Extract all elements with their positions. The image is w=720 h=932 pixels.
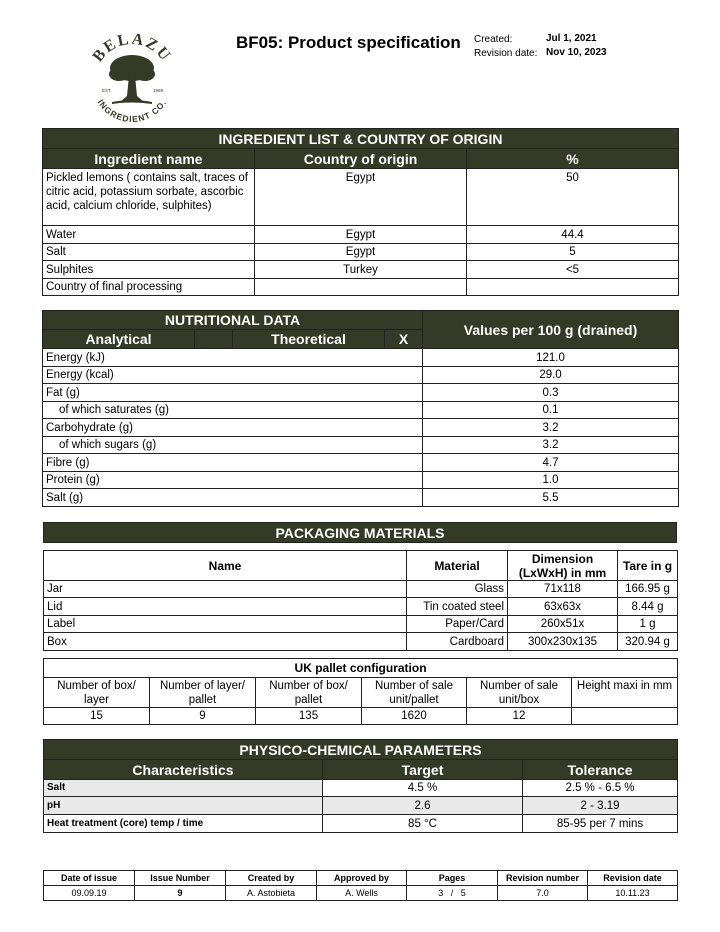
pallet-value: 15	[44, 708, 150, 725]
nutrient-value: 29.0	[423, 367, 679, 384]
physico-banner: PHYSICO-CHEMICAL PARAMETERS	[44, 740, 678, 760]
ingredient-country: Egypt	[255, 169, 467, 226]
nutrient-value: 4.7	[423, 454, 679, 472]
footer-header: Issue Number	[135, 871, 226, 886]
nutrient-label: Fibre (g)	[43, 454, 423, 472]
nutrient-label: Salt (g)	[43, 489, 423, 507]
analytical-header: Analytical	[43, 330, 195, 349]
packaging-material: Paper/Card	[407, 616, 508, 633]
created-label: Created:	[474, 34, 513, 45]
theoretical-header: Theoretical	[233, 330, 385, 349]
theoretical-checkbox: X	[385, 330, 423, 349]
characteristic-tolerance: 85-95 per 7 mins	[523, 815, 678, 833]
footer-value: 7.0	[498, 886, 588, 901]
pallet-value: 12	[467, 708, 572, 725]
ingredient-name: Country of final processing	[43, 279, 255, 296]
packaging-dimension: 71x118	[508, 581, 618, 598]
packaging-material-header: Material	[407, 551, 508, 581]
footer-header: Revision date	[588, 871, 678, 886]
characteristic-tolerance: 2.5 % - 6.5 %	[523, 780, 678, 797]
packaging-tare: 8.44 g	[618, 598, 678, 616]
nutrition-banner: NUTRITIONAL DATA	[43, 311, 423, 330]
nutrient-value: 0.3	[423, 384, 679, 402]
ingredient-name: Salt	[43, 244, 255, 261]
ingredient-country: Egypt	[255, 244, 467, 261]
nutrient-value: 3.2	[423, 419, 679, 437]
footer-header: Created by	[226, 871, 317, 886]
page-title: BF05: Product specification	[236, 33, 461, 52]
analytical-checkbox	[195, 330, 233, 349]
ingredient-country: Turkey	[255, 261, 467, 279]
nutrient-value: 3.2	[423, 437, 679, 454]
document-control-footer	[43, 870, 678, 901]
pallet-header: Number of box/ pallet	[256, 678, 362, 708]
characteristic-target: 4.5 %	[323, 780, 523, 797]
nutrition-table	[42, 310, 679, 507]
svg-text:BELAZU: BELAZU	[89, 30, 175, 66]
footer-value: A. Wells	[317, 886, 407, 901]
ingredient-percent: 5	[467, 244, 679, 261]
packaging-tare-header: Tare in g	[618, 551, 678, 581]
pallet-value: 135	[256, 708, 362, 725]
packaging-material: Cardboard	[407, 633, 508, 651]
tolerance-header: Tolerance	[523, 760, 678, 780]
packaging-table	[43, 550, 678, 651]
characteristic-target: 85 °C	[323, 815, 523, 833]
pallet-header: Number of sale unit/box	[467, 678, 572, 708]
packaging-dimension-header: Dimension (LxWxH) in mm	[508, 551, 618, 581]
created-value: Jul 1, 2021	[546, 33, 597, 44]
values-per-100g-header: Values per 100 g (drained)	[423, 311, 679, 349]
characteristic-name: pH	[44, 797, 323, 815]
packaging-banner: PACKAGING MATERIALS	[43, 522, 677, 543]
footer-value: A. Astobieta	[226, 886, 317, 901]
nutrient-value: 5.5	[423, 489, 679, 507]
footer-value: 09.09.19	[44, 886, 135, 901]
pallet-value: 9	[150, 708, 256, 725]
pallet-title: UK pallet configuration	[44, 659, 678, 678]
nutrient-label: Fat (g)	[43, 384, 423, 402]
country-header: Country of origin	[255, 149, 467, 169]
packaging-name: Box	[44, 633, 407, 651]
pallet-value: 1620	[362, 708, 467, 725]
pallet-header: Number of box/ layer	[44, 678, 150, 708]
revision-date-value: Nov 10, 2023	[546, 47, 607, 58]
nutrient-label: Carbohydrate (g)	[43, 419, 423, 437]
packaging-material: Tin coated steel	[407, 598, 508, 616]
company-logo	[82, 30, 182, 125]
nutrient-label: of which saturates (g)	[43, 402, 423, 419]
footer-header: Approved by	[317, 871, 407, 886]
pallet-header: Number of layer/ pallet	[150, 678, 256, 708]
characteristics-header: Characteristics	[44, 760, 323, 780]
nutrient-label: of which sugars (g)	[43, 437, 423, 454]
nutrient-label: Energy (kJ)	[43, 349, 423, 367]
ingredient-country: Egypt	[255, 226, 467, 244]
svg-text:EST.: EST.	[102, 88, 112, 93]
packaging-tare: 1 g	[618, 616, 678, 633]
ingredient-banner: INGREDIENT LIST & COUNTRY OF ORIGIN	[43, 129, 679, 149]
physico-chemical-table	[43, 739, 678, 833]
footer-value: 9	[135, 886, 226, 901]
characteristic-target: 2.6	[323, 797, 523, 815]
footer-header: Date of issue	[44, 871, 135, 886]
packaging-dimension: 300x230x135	[508, 633, 618, 651]
packaging-tare: 166.95 g	[618, 581, 678, 598]
ingredient-name: Pickled lemons ( contains salt, traces of citric acid, potassium sorbate, ascorbic acid, calcium chloride, sulphites)	[43, 169, 255, 226]
packaging-tare: 320.94 g	[618, 633, 678, 651]
packaging-name: Label	[44, 616, 407, 633]
packaging-name: Jar	[44, 581, 407, 598]
footer-header: Revision number	[498, 871, 588, 886]
ingredient-name-header: Ingredient name	[43, 149, 255, 169]
ingredient-percent: 50	[467, 169, 679, 226]
packaging-material: Glass	[407, 581, 508, 598]
ingredient-name: Sulphites	[43, 261, 255, 279]
percent-header: %	[467, 149, 679, 169]
characteristic-name: Salt	[44, 780, 323, 797]
characteristic-name: Heat treatment (core) temp / time	[44, 815, 323, 833]
ingredient-percent: <5	[467, 261, 679, 279]
ingredient-percent: 44.4	[467, 226, 679, 244]
packaging-name: Lid	[44, 598, 407, 616]
footer-value: 10.11.23	[588, 886, 678, 901]
nutrient-value: 1.0	[423, 472, 679, 489]
nutrient-value: 0.1	[423, 402, 679, 419]
svg-text:1989: 1989	[153, 88, 164, 93]
footer-header: Pages	[407, 871, 498, 886]
pallet-table	[43, 658, 678, 725]
packaging-dimension: 260x51x	[508, 616, 618, 633]
characteristic-tolerance: 2 - 3.19	[523, 797, 678, 815]
svg-text:INGREDIENT CO.: INGREDIENT CO.	[95, 97, 169, 125]
ingredient-country	[255, 279, 467, 296]
ingredient-percent	[467, 279, 679, 296]
pallet-header: Height maxi in mm	[572, 678, 678, 708]
pallet-value	[572, 708, 678, 725]
target-header: Target	[323, 760, 523, 780]
ingredient-table	[42, 128, 679, 296]
nutrient-value: 121.0	[423, 349, 679, 367]
packaging-name-header: Name	[44, 551, 407, 581]
revision-date-label: Revision date:	[474, 48, 538, 59]
nutrient-label: Energy (kcal)	[43, 367, 423, 384]
packaging-dimension: 63x63x	[508, 598, 618, 616]
pallet-header: Number of sale unit/pallet	[362, 678, 467, 708]
nutrient-label: Protein (g)	[43, 472, 423, 489]
footer-value: 3 / 5	[407, 886, 498, 901]
ingredient-name: Water	[43, 226, 255, 244]
